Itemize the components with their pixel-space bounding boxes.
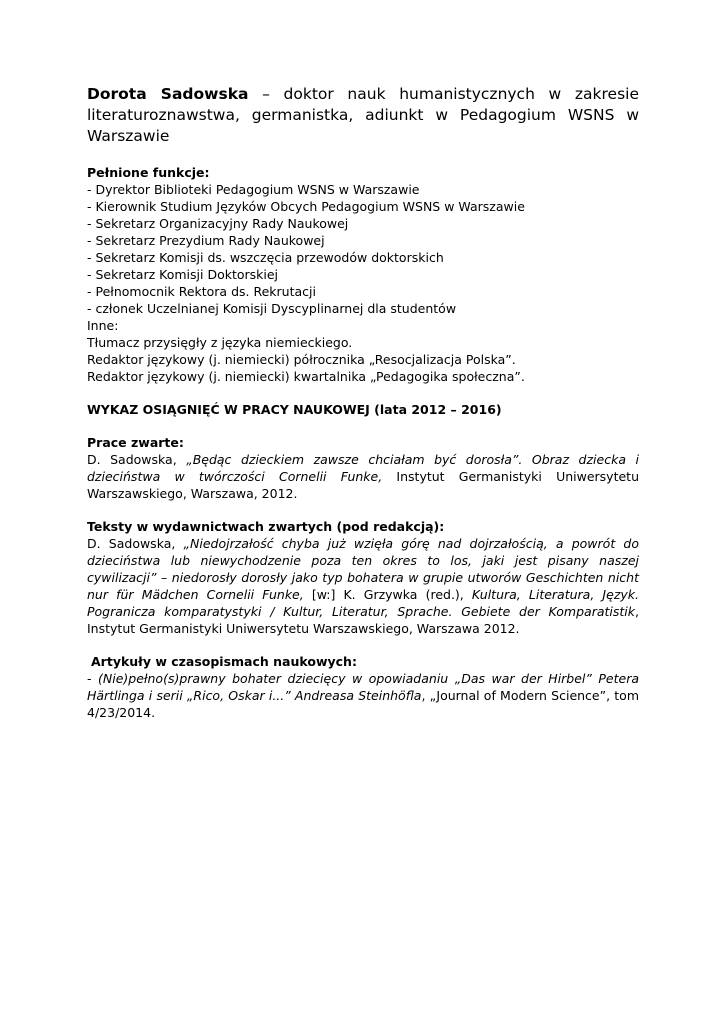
function-item: - członek Uczelnianej Komisji Dyscyplinarnej dla studentów (87, 301, 457, 316)
article-dash: - (87, 671, 99, 686)
document-page (87, 84, 639, 721)
edited-title: „Niedojrzałość chyba już wzięła górę nad dojrzałością, a powrót do dzieciństwa lub niewychodzenie poza ten okres to los, jaki jest pisany naszej cywilizacji” – niedorosły dorosły jako typ bohatera w grupie utworów Geschichten nicht nur für Mädchen Cornelii Funke, (87, 536, 639, 602)
monographs-heading: Prace zwarte: (87, 435, 184, 450)
functions-list (87, 181, 639, 385)
function-item: - Sekretarz Prezydium Rady Naukowej (87, 233, 325, 248)
function-item: - Sekretarz Organizacyjny Rady Naukowej (87, 216, 349, 231)
monograph-publisher: Instytut Germanistyki Uniwersytetu Warszawskiego, Warszawa, 2012. (87, 469, 639, 501)
article-journal: , „Journal of Modern Science”, tom 4/23/2014. (87, 688, 639, 720)
edited-heading: Teksty w wydawnictwach zwartych (pod redakcją): (87, 519, 445, 534)
function-item: - Kierownik Studium Języków Obcych Pedagogium WSNS w Warszawie (87, 199, 525, 214)
function-item: - Sekretarz Komisji ds. wszczęcia przewodów doktorskich (87, 250, 444, 265)
monograph-author: D. Sadowska, (87, 452, 187, 467)
edited-entry (87, 535, 639, 637)
function-item: - Pełnomocnik Rektora ds. Rekrutacji (87, 284, 316, 299)
other-label: Inne: (87, 318, 119, 333)
monograph-entry (87, 451, 639, 502)
function-item: - Dyrektor Biblioteki Pedagogium WSNS w Warszawie (87, 182, 420, 197)
article-entry (87, 670, 639, 721)
edited-author: D. Sadowska, (87, 536, 184, 551)
other-item: Redaktor językowy (j. niemiecki) półrocznika „Resocjalizacja Polska”. (87, 352, 516, 367)
other-item: Tłumacz przysięgły z języka niemieckiego. (87, 335, 353, 350)
edited-editor: [w:] K. Grzywka (red.), (303, 587, 472, 602)
article-title: (Nie)pełno(s)prawny bohater dziecięcy w opowiadaniu „Das war der Hirbel” Petera Härtlinga i serii „Rico, Oskar i...” Andreasa Steinhöfla (87, 671, 639, 703)
functions-heading: Pełnione funkcje: (87, 165, 210, 180)
edited-publisher: , Instytut Germanistyki Uniwersytetu Warszawskiego, Warszawa 2012. (87, 604, 639, 636)
monograph-title: „Będąc dzieckiem zawsze chciałam być dorosła”. Obraz dziecka i dzieciństwa w twórczości Cornelii Funke, (87, 452, 639, 484)
author-description: – doktor nauk humanistycznych w zakresie literaturoznawstwa, germanistka, adiunkt w Pedagogium WSNS w Warszawie (87, 85, 639, 145)
articles-heading: Artykuły w czasopismach naukowych: (91, 654, 357, 669)
author-name: Dorota Sadowska (87, 85, 249, 103)
edited-book-title: Kultura, Literatura, Język. Pogranicza komparatystyki / Kultur, Literatur, Sprache. Gebiete der Komparatistik (87, 587, 639, 619)
intro-paragraph (87, 84, 639, 147)
achievements-heading: WYKAZ OSIĄGNIĘĆ W PRACY NAUKOWEJ (lata 2012 – 2016) (87, 402, 502, 417)
function-item: - Sekretarz Komisji Doktorskiej (87, 267, 279, 282)
other-item: Redaktor językowy (j. niemiecki) kwartalnika „Pedagogika społeczna”. (87, 369, 525, 384)
